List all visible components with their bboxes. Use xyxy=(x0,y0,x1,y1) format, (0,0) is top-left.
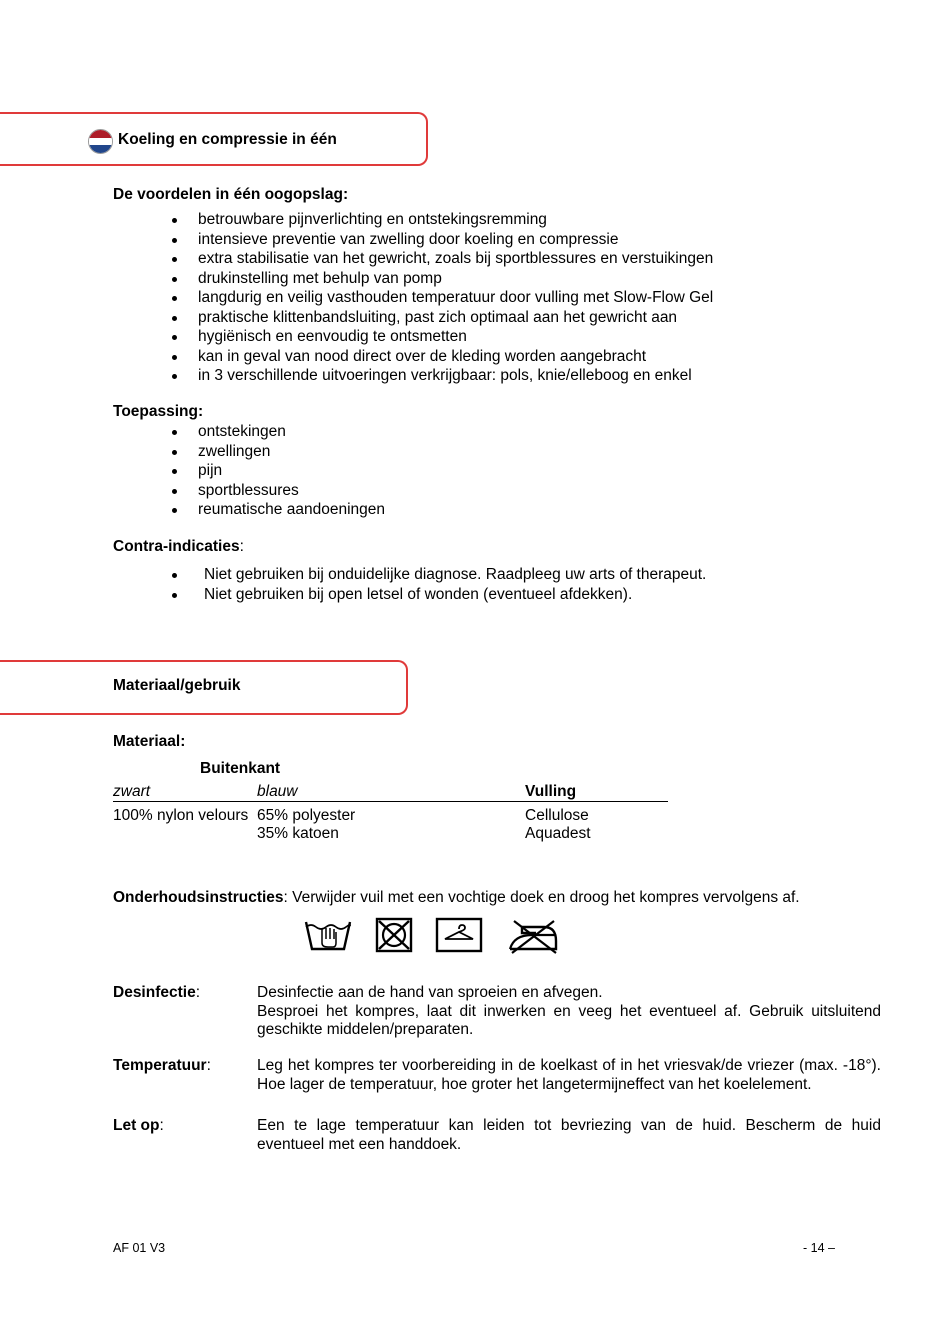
bullet-icon xyxy=(172,218,177,223)
table-cell: 100% nylon velours xyxy=(113,807,249,824)
bullet-icon xyxy=(172,316,177,321)
list-item: extra stabilisatie van het gewricht, zoals bij sportblessures en verstuikingen xyxy=(198,249,713,269)
list-item: langdurig en veilig vasthouden temperatuur door vulling met Slow-Flow Gel xyxy=(198,288,713,308)
table-col3-header: Vulling xyxy=(525,783,577,800)
no-tumble-dry-icon xyxy=(375,917,413,953)
list-item: Niet gebruiken bij open letsel of wonden (eventueel afdekken). xyxy=(204,585,706,605)
temperature-text: Leg het kompres ter voorbereiding in de koelkast of in het vriesvak/de vriezer (max. -18°). Hoe lager de temperatuur, hoe groter het langetermijneffect van het koelelement. xyxy=(257,1057,881,1093)
netherlands-flag-icon xyxy=(88,129,113,154)
list-item: in 3 verschillende uitvoeringen verkrijgbaar: pols, knie/elleboog en enkel xyxy=(198,366,713,386)
table-col1-header: zwart xyxy=(113,783,151,800)
no-iron-icon xyxy=(506,917,562,955)
bullet-icon xyxy=(172,335,177,340)
table-header-rule xyxy=(113,801,668,802)
contra-list xyxy=(204,565,706,604)
attention-text: Een te lage temperatuur kan leiden tot bevriezing van de huid. Bescherm de huid eventueel met een handdoek. xyxy=(257,1117,881,1153)
list-item: ontstekingen xyxy=(198,422,385,442)
bullet-icon xyxy=(172,469,177,474)
list-item: pijn xyxy=(198,461,385,481)
bullet-icon xyxy=(172,489,177,494)
list-item: praktische klittenbandsluiting, past zich optimaal aan het gewricht aan xyxy=(198,308,713,328)
hand-wash-icon xyxy=(303,917,353,953)
bullet-icon xyxy=(172,374,177,379)
table-cell: Aquadest xyxy=(525,825,591,842)
list-item: reumatische aandoeningen xyxy=(198,500,385,520)
disinfection-text: Desinfectie aan de hand van sproeien en afvegen. Besproei het kompres, laat dit inwerken en veeg het eventueel af. Gebruik uitsluitend geschikte middelen/preparaten. xyxy=(257,984,881,1038)
section-title-2: Materiaal/gebruik xyxy=(113,677,241,694)
footer-page-number: - 14 – xyxy=(803,1241,835,1255)
list-item: zwellingen xyxy=(198,442,385,462)
bullet-icon xyxy=(172,508,177,513)
bullet-icon xyxy=(172,430,177,435)
list-item: Niet gebruiken bij onduidelijke diagnose. Raadpleeg uw arts of therapeut. xyxy=(204,565,706,585)
advantages-list xyxy=(198,210,713,386)
footer-doc-code: AF 01 V3 xyxy=(113,1241,166,1255)
table-cell: 35% katoen xyxy=(257,825,339,842)
bullet-icon xyxy=(172,296,177,301)
list-item: intensieve preventie van zwelling door koeling en compressie xyxy=(198,230,713,250)
table-cell: Cellulose xyxy=(525,807,589,824)
temperature-label: Temperatuur: xyxy=(113,1057,211,1074)
contra-heading: Contra-indicaties: xyxy=(113,538,244,555)
list-item: kan in geval van nood direct over de kleding worden aangebracht xyxy=(198,347,713,367)
list-item: sportblessures xyxy=(198,481,385,501)
bullet-icon xyxy=(172,257,177,262)
application-heading: Toepassing: xyxy=(113,403,204,420)
bullet-icon xyxy=(172,573,177,578)
list-item: drukinstelling met behulp van pomp xyxy=(198,269,713,289)
table-col2-header: blauw xyxy=(257,783,298,800)
advantages-heading: De voordelen in één oogopslag: xyxy=(113,186,349,203)
application-list xyxy=(198,422,385,520)
attention-label: Let op: xyxy=(113,1117,164,1134)
bullet-icon xyxy=(172,593,177,598)
bullet-icon xyxy=(172,277,177,282)
list-item: betrouwbare pijnverlichting en ontstekingsremming xyxy=(198,210,713,230)
table-group-header: Buitenkant xyxy=(200,760,281,777)
bullet-icon xyxy=(172,450,177,455)
bullet-icon xyxy=(172,238,177,243)
disinfection-label: Desinfectie: xyxy=(113,984,201,1001)
list-item: hygiënisch en eenvoudig te ontsmetten xyxy=(198,327,713,347)
section-title-1: Koeling en compressie in één xyxy=(118,131,337,148)
maintenance-instructions: Onderhoudsinstructies: Verwijder vuil met een vochtige doek en droog het kompres vervolgens af. xyxy=(113,889,800,906)
material-heading: Materiaal: xyxy=(113,733,186,750)
hang-dry-icon xyxy=(435,917,483,953)
table-cell: 65% polyester xyxy=(257,807,356,824)
bullet-icon xyxy=(172,355,177,360)
